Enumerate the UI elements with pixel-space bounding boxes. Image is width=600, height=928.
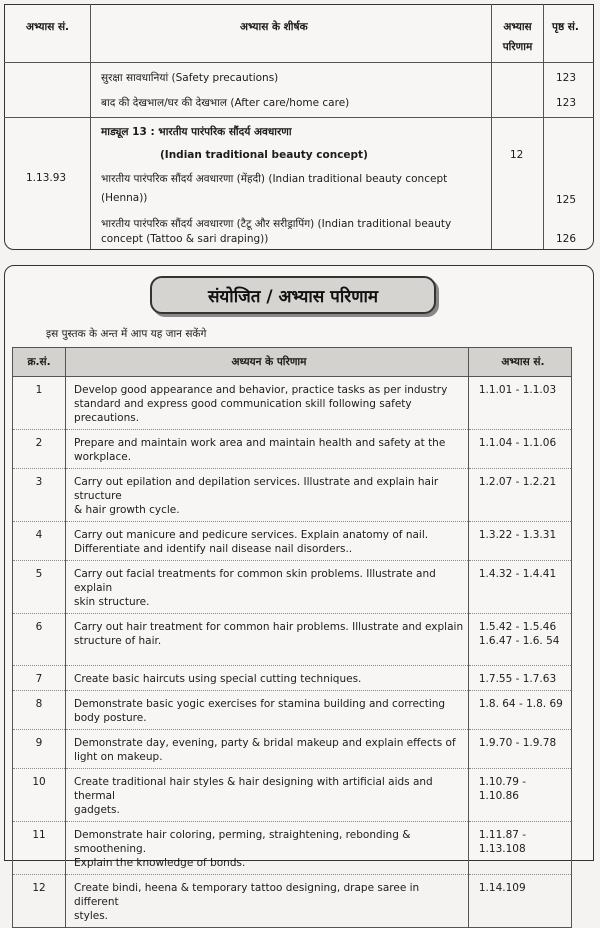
table-row	[13, 666, 572, 691]
header-page-no: पृष्ठ सं.	[552, 21, 579, 33]
row-ref-line: 1.2.07 - 1.2.21	[478, 476, 557, 488]
table-row	[13, 561, 572, 614]
row-serial: 7	[13, 666, 66, 691]
row-exercise-ref	[468, 875, 571, 928]
row-ref-line: 1.11.87 - 1.13.108	[478, 829, 527, 855]
header-outcome-line2: परिणाम	[502, 41, 533, 53]
index-col-divider	[543, 4, 544, 249]
module-item-page: 125	[556, 194, 577, 206]
index-header-rule	[4, 62, 594, 63]
row-outcome	[66, 430, 469, 469]
intro-text: इस पुस्तक के अन्त में आप यह जान सकेंगे	[46, 328, 207, 340]
module-item-page: 126	[556, 233, 577, 245]
row-ref-line: 1.10.79 - 1.10.86	[478, 776, 527, 802]
section-banner-title: संयोजित / अभ्यास परिणाम	[150, 276, 436, 314]
table-row	[13, 730, 572, 769]
row-serial: 5	[13, 561, 66, 614]
outcomes-header-row	[13, 348, 572, 377]
table-row	[13, 875, 572, 928]
row-serial: 12	[13, 875, 66, 928]
row-exercise-ref	[468, 769, 571, 822]
row-exercise-ref	[468, 469, 571, 522]
row-outcome-line: Demonstrate day, evening, party & bridal makeup and explain effects of	[74, 737, 456, 749]
table-row	[13, 377, 572, 430]
row-ref-line: 1.6.47 - 1.6. 54	[478, 635, 560, 647]
row-serial: 6	[13, 614, 66, 666]
row-outcome-line: Carry out epilation and depilation services. Illustrate and explain hair structure	[74, 476, 439, 502]
row-outcome-line: Develop good appearance and behavior, practice tasks as per industry	[74, 384, 448, 396]
row-exercise-ref	[468, 730, 571, 769]
row-outcome-line: body posture.	[74, 712, 147, 724]
row-exercise-ref	[468, 377, 571, 430]
table-row	[13, 769, 572, 822]
row-exercise-ref	[468, 561, 571, 614]
row-ref-line: 1.1.01 - 1.1.03	[478, 384, 557, 396]
index-col-divider	[90, 4, 91, 249]
index-row-page: 123	[556, 72, 577, 84]
row-outcome-line: Demonstrate basic yogic exercises for stamina building and correcting	[74, 698, 446, 710]
row-serial: 1	[13, 377, 66, 430]
module-item-title: भारतीय पारंपरिक सौंदर्य अवधारणा (मेंहदी) (Indian traditional beauty concept	[101, 173, 448, 185]
row-exercise-ref	[468, 522, 571, 561]
row-ref-line: 1.7.55 - 1.7.63	[478, 673, 557, 685]
row-outcome-line: Create bindi, heena & temporary tattoo designing, drape saree in different	[74, 882, 420, 908]
row-outcome	[66, 377, 469, 430]
row-outcome	[66, 469, 469, 522]
module-item-title: भारतीय पारंपरिक सौंदर्य अवधारणा (टैटू और सरीड्रापिंग) (Indian traditional beauty	[101, 218, 452, 230]
module-outcome: 12	[510, 149, 524, 161]
row-outcome-line: gadgets.	[74, 804, 120, 816]
header-outcome-line1: अभ्यास	[503, 21, 532, 33]
row-ref-line: 1.4.32 - 1.4.41	[478, 568, 557, 580]
row-serial: 4	[13, 522, 66, 561]
row-outcome-line: light on makeup.	[74, 751, 163, 763]
table-row	[13, 614, 572, 666]
index-row-rule	[4, 117, 594, 118]
module-exercise-no: 1.13.93	[26, 172, 67, 184]
header-exercise-title: अभ्यास के शीर्षक	[240, 21, 308, 33]
row-outcome	[66, 614, 469, 666]
row-outcome	[66, 822, 469, 875]
table-row	[13, 522, 572, 561]
row-outcome-line: Explain the knowledge of bonds.	[74, 857, 246, 869]
row-serial: 8	[13, 691, 66, 730]
row-outcome	[66, 730, 469, 769]
table-row	[13, 430, 572, 469]
row-outcome	[66, 769, 469, 822]
row-outcome-line: Carry out facial treatments for common skin problems. Illustrate and explain	[74, 568, 436, 594]
row-outcome-line: Demonstrate hair coloring, perming, straightening, rebonding & smoothening.	[74, 829, 411, 855]
row-outcome-line: & hair growth cycle.	[74, 504, 180, 516]
row-outcome	[66, 522, 469, 561]
header-outcome: अध्ययन के परिणाम	[66, 348, 469, 377]
row-exercise-ref	[468, 614, 571, 666]
row-serial: 2	[13, 430, 66, 469]
row-serial: 11	[13, 822, 66, 875]
index-row-page: 123	[556, 97, 577, 109]
row-ref-line: 1.14.109	[478, 882, 526, 894]
row-outcome	[66, 875, 469, 928]
row-ref-line: 1.1.04 - 1.1.06	[478, 437, 557, 449]
row-ref-line: 1.8. 64 - 1.8. 69	[478, 698, 563, 710]
module-heading-english: (Indian traditional beauty concept)	[160, 149, 368, 161]
header-exercise-ref: अभ्यास सं.	[468, 348, 571, 377]
header-serial: क्र.सं.	[13, 348, 66, 377]
row-outcome-line: Prepare and maintain work area and maintain health and safety at the	[74, 437, 446, 449]
row-exercise-ref	[468, 666, 571, 691]
row-exercise-ref	[468, 822, 571, 875]
row-outcome-line: Create basic haircuts using special cutting techniques.	[74, 673, 362, 685]
row-outcome-line: standard and express good communication skill following safety precautions.	[74, 398, 412, 424]
row-ref-line: 1.5.42 - 1.5.46	[478, 621, 557, 633]
row-exercise-ref	[468, 691, 571, 730]
row-serial: 9	[13, 730, 66, 769]
table-row	[13, 469, 572, 522]
module-item-title: (Henna))	[101, 192, 148, 204]
row-outcome-line: skin structure.	[74, 596, 150, 608]
outcomes-table	[12, 347, 572, 922]
row-outcome	[66, 561, 469, 614]
header-exercise-no: अभ्यास सं.	[26, 21, 70, 33]
row-ref-line: 1.9.70 - 1.9.78	[478, 737, 557, 749]
row-outcome-line: Create traditional hair styles & hair designing with artificial aids and thermal	[74, 776, 433, 802]
row-outcome-line: Carry out hair treatment for common hair problems. Illustrate and explain	[74, 621, 464, 633]
row-serial: 10	[13, 769, 66, 822]
row-outcome	[66, 691, 469, 730]
row-outcome-line: styles.	[74, 910, 109, 922]
table-row	[13, 822, 572, 875]
row-outcome-line: structure of hair.	[74, 635, 162, 647]
module-item-title: concept (Tattoo & sari draping))	[101, 233, 269, 245]
index-row-title: बाद की देखभाल/घर की देखभाल (After care/home care)	[101, 97, 350, 109]
row-serial: 3	[13, 469, 66, 522]
row-exercise-ref	[468, 430, 571, 469]
table-row	[13, 691, 572, 730]
module-heading: माड्यूल 13 : भारतीय पारंपरिक सौंदर्य अवधारणा	[101, 126, 292, 138]
row-outcome-line: Carry out manicure and pedicure services. Explain anatomy of nail.	[74, 529, 429, 541]
row-outcome	[66, 666, 469, 691]
row-outcome-line: Differentiate and identify nail disease nail disorders..	[74, 543, 353, 555]
index-row-title: सुरक्षा सावधानियां (Safety precautions)	[101, 72, 279, 84]
row-outcome-line: workplace.	[74, 451, 132, 463]
row-ref-line: 1.3.22 - 1.3.31	[478, 529, 557, 541]
